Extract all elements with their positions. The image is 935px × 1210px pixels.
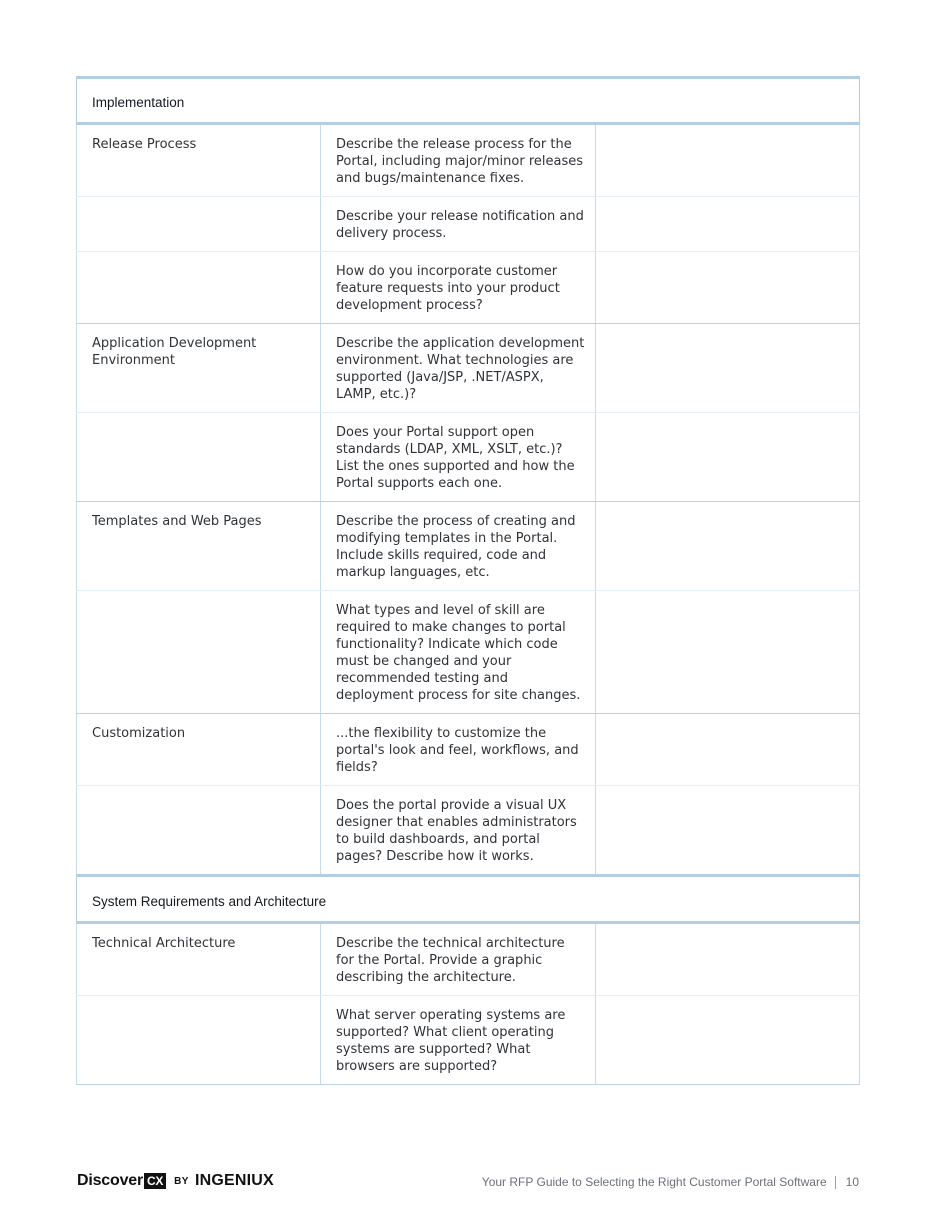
response-cell[interactable] xyxy=(596,252,860,324)
table-row xyxy=(77,786,860,876)
topic-cell: Application Development Environment xyxy=(77,324,321,413)
response-cell[interactable] xyxy=(596,197,860,252)
response-cell[interactable] xyxy=(596,714,860,786)
table-row xyxy=(77,324,860,413)
question-cell: Describe the process of creating and modifying templates in the Portal. Include skills required, code and markup languages, etc. xyxy=(321,502,596,591)
response-cell[interactable] xyxy=(596,923,860,996)
table-row xyxy=(77,591,860,714)
topic-cell: Technical Architecture xyxy=(77,923,321,996)
topic-cell xyxy=(77,591,321,714)
page-number: 10 xyxy=(845,1175,859,1189)
table-row xyxy=(77,923,860,996)
response-cell[interactable] xyxy=(596,591,860,714)
table-row xyxy=(77,252,860,324)
topic-cell xyxy=(77,996,321,1085)
table-row xyxy=(77,413,860,502)
question-cell: What server operating systems are supported? What client operating systems are supported? What browsers are supported? xyxy=(321,996,596,1085)
response-cell[interactable] xyxy=(596,413,860,502)
response-cell[interactable] xyxy=(596,786,860,876)
rfp-questions-table xyxy=(76,76,860,1085)
page-footer xyxy=(482,1175,859,1189)
question-cell: Describe the technical architecture for the Portal. Provide a graphic describing the architecture. xyxy=(321,923,596,996)
rfp-table-body xyxy=(77,78,860,1085)
question-cell: Describe your release notification and delivery process. xyxy=(321,197,596,252)
topic-cell xyxy=(77,197,321,252)
discovercx-by-ingeniux-logo xyxy=(77,1171,274,1191)
table-row xyxy=(77,996,860,1085)
section-title: Implementation xyxy=(77,78,860,124)
section-title: System Requirements and Architecture xyxy=(77,876,860,923)
topic-cell xyxy=(77,786,321,876)
topic-cell xyxy=(77,252,321,324)
footer-guide-title: Your RFP Guide to Selecting the Right Customer Portal Software xyxy=(481,1175,827,1189)
question-cell: Describe the release process for the Portal, including major/minor releases and bugs/maintenance fixes. xyxy=(321,124,596,197)
table-row xyxy=(77,197,860,252)
section-header-row xyxy=(77,78,860,124)
question-cell: Does your Portal support open standards (LDAP, XML, XSLT, etc.)? List the ones supported and how the Portal supports each one. xyxy=(321,413,596,502)
footer-divider xyxy=(835,1176,836,1189)
response-cell[interactable] xyxy=(596,124,860,197)
question-cell: How do you incorporate customer feature requests into your product development process? xyxy=(321,252,596,324)
question-cell: Describe the application development environment. What technologies are supported (Java/JSP, .NET/ASPX, LAMP, etc.)? xyxy=(321,324,596,413)
question-cell: ...the flexibility to customize the portal's look and feel, workflows, and fields? xyxy=(321,714,596,786)
question-cell: What types and level of skill are required to make changes to portal functionality? Indicate which code must be changed and your recommended testing and deployment process for site changes. xyxy=(321,591,596,714)
topic-cell: Release Process xyxy=(77,124,321,197)
logo-discover-text: Discover xyxy=(77,1172,143,1189)
response-cell[interactable] xyxy=(596,324,860,413)
table-row xyxy=(77,124,860,197)
logo-ingeniux-text: INGENIUX xyxy=(194,1172,274,1189)
topic-cell: Customization xyxy=(77,714,321,786)
logo-by-text: BY xyxy=(174,1175,189,1187)
table-row xyxy=(77,714,860,786)
logo-cx-badge: CX xyxy=(144,1173,166,1189)
topic-cell xyxy=(77,413,321,502)
question-cell: Does the portal provide a visual UX designer that enables administrators to build dashboards, and portal pages? Describe how it works. xyxy=(321,786,596,876)
table-row xyxy=(77,502,860,591)
section-header-row xyxy=(77,876,860,923)
response-cell[interactable] xyxy=(596,502,860,591)
topic-cell: Templates and Web Pages xyxy=(77,502,321,591)
response-cell[interactable] xyxy=(596,996,860,1085)
